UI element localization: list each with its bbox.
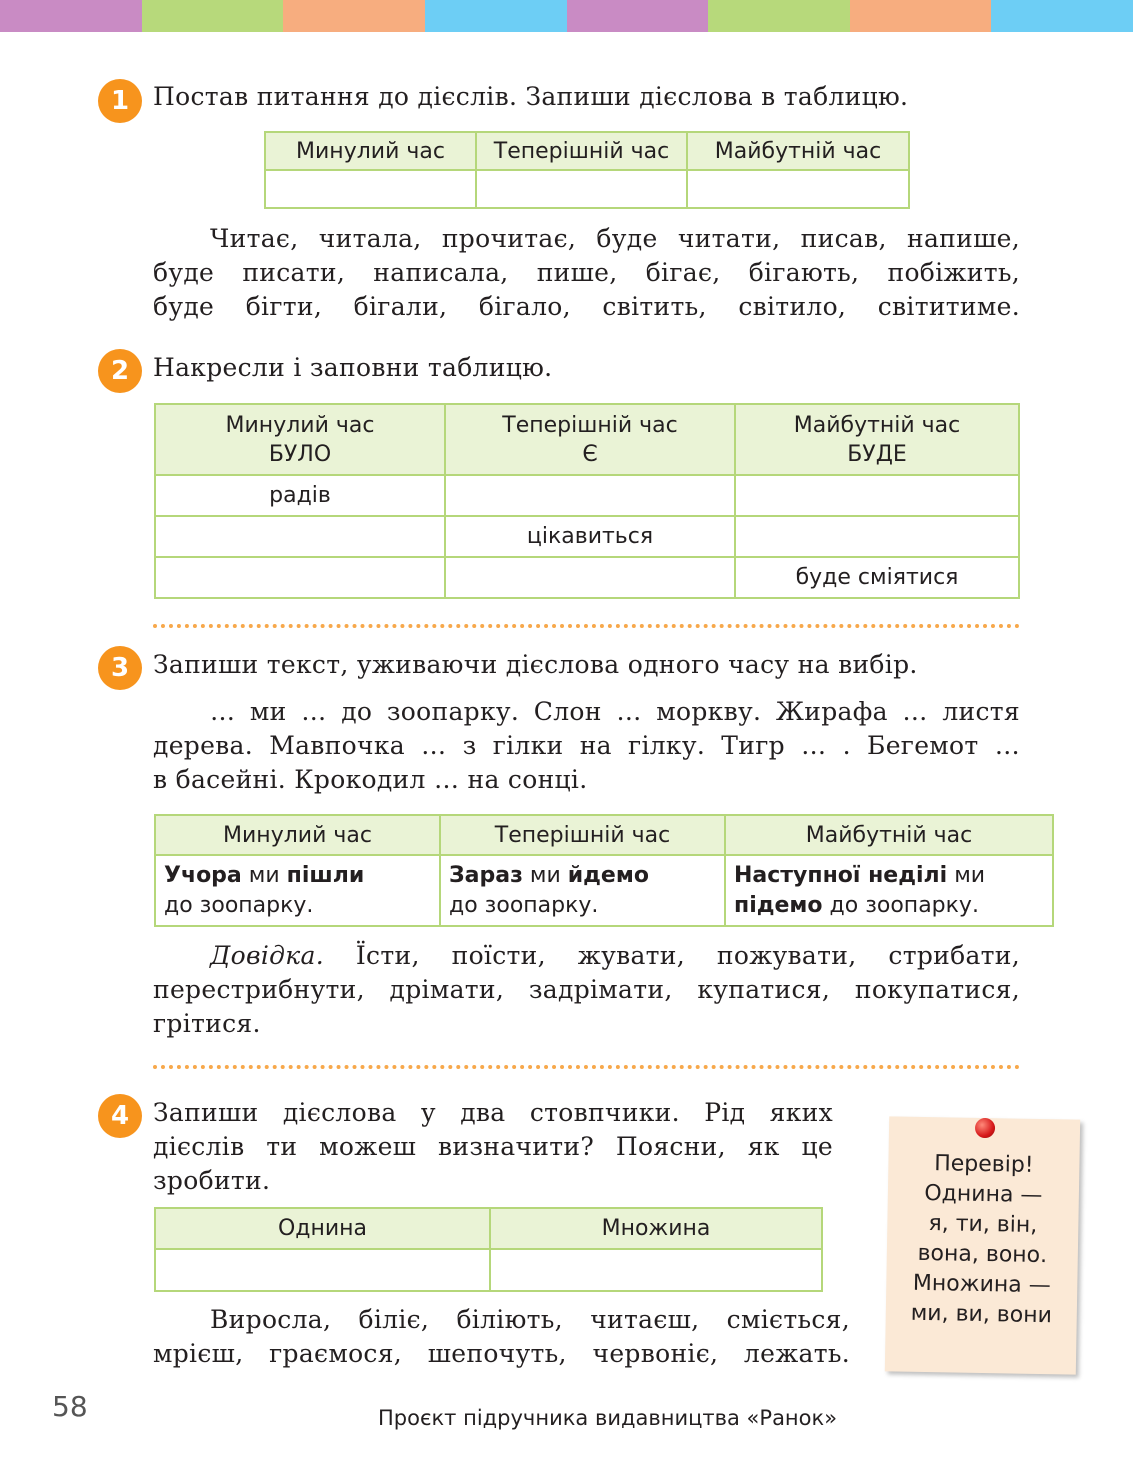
page-number: 58 <box>52 1390 88 1423</box>
note-line: ми, ви, вони <box>910 1300 1053 1329</box>
cell-text: ми <box>522 862 568 888</box>
task-2-table <box>154 403 1020 599</box>
bold-word: йдемо <box>567 862 649 888</box>
table-cell: буде сміятися <box>735 557 1019 598</box>
table-cell <box>687 170 909 208</box>
color-segment <box>567 0 709 32</box>
task-number-4: 4 <box>98 1094 142 1138</box>
table-cell <box>725 855 1053 926</box>
note-line: вона, воно. <box>917 1240 1048 1269</box>
text-line: мрієш, граємося, шепочуть, червоніє, лежать. <box>153 1339 850 1368</box>
color-segment <box>425 0 567 32</box>
text-line: буде бігти, бігали, бігало, світить, світило, світитиме. <box>153 292 1020 321</box>
header-line: Минулий час <box>225 412 375 438</box>
top-color-bar <box>0 0 1133 32</box>
table-cell <box>445 557 735 598</box>
footer-text: Проєкт підручника видавництва «Ранок» <box>378 1406 838 1430</box>
pushpin-icon <box>975 1118 995 1138</box>
table-header: Теперішній час <box>476 132 687 170</box>
color-segment <box>850 0 992 32</box>
table-cell <box>155 855 440 926</box>
header-line: БУДЕ <box>847 441 907 467</box>
cell-text: до зоопарку. <box>449 892 599 918</box>
header-line: Є <box>582 441 598 467</box>
bold-word: підемо <box>734 892 823 918</box>
task-3-text <box>153 695 1020 797</box>
table-cell: цікавиться <box>445 516 735 557</box>
task-1-words <box>153 222 1020 324</box>
sticky-note <box>885 1116 1080 1374</box>
text-line: Запиши дієслова у два стовпчики. Рід яких <box>153 1098 833 1127</box>
text-line: в басейні. Крокодил … на сонці. <box>153 765 588 794</box>
text-line: буде писати, написала, пише, бігає, бігають, побіжить, <box>153 258 1020 287</box>
table-header: Множина <box>490 1208 822 1249</box>
table-cell: радів <box>155 475 445 516</box>
bold-word: Учора <box>164 862 242 888</box>
text-line: грітися. <box>153 1009 261 1038</box>
header-line: Майбутній час <box>793 412 961 438</box>
table-header: Теперішній час <box>440 815 725 855</box>
table-header: Минулий час <box>155 815 440 855</box>
task-4-words <box>153 1303 850 1371</box>
cell-text: ми <box>947 862 986 888</box>
task-3-title: Запиши текст, уживаючи дієслова одного часу на вибір. <box>153 650 918 679</box>
bold-word: пішли <box>286 862 365 888</box>
text-line: дієслів ти можеш визначити? Поясни, як це <box>153 1132 833 1161</box>
text-line: зробити. <box>153 1166 271 1195</box>
table-header <box>735 404 1019 475</box>
text-line: перестрибнути, дрімати, задрімати, купатися, покупатися, <box>153 975 1020 1004</box>
table-cell <box>265 170 476 208</box>
text-line: Читає, читала, прочитає, буде читати, писав, напише, <box>210 224 1020 253</box>
note-line: Множина — <box>912 1270 1051 1299</box>
text-line: дерева. Мавпочка … з гілки на гілку. Тигр … . Бегемот … <box>153 731 1020 760</box>
color-segment <box>283 0 425 32</box>
table-header: Майбутній час <box>687 132 909 170</box>
table-cell <box>445 475 735 516</box>
table-cell <box>155 1249 490 1291</box>
header-line: Теперішній час <box>502 412 678 438</box>
task-number-2: 2 <box>98 349 142 393</box>
task-number-3: 3 <box>98 646 142 690</box>
task-3-table <box>154 814 1054 927</box>
table-header: Однина <box>155 1208 490 1249</box>
task-3-hint <box>153 939 1020 1041</box>
note-line: Однина — <box>924 1180 1043 1209</box>
color-segment <box>708 0 850 32</box>
hint-label: Довідка. <box>210 941 324 970</box>
table-header <box>445 404 735 475</box>
table-cell <box>476 170 687 208</box>
color-segment <box>991 0 1133 32</box>
note-line: я, ти, він, <box>928 1211 1038 1238</box>
task-1-table <box>264 131 910 209</box>
task-4-title <box>153 1096 833 1198</box>
text-line: … ми … до зоопарку. Слон … моркву. Жирафа … листя <box>210 697 1020 726</box>
table-cell <box>490 1249 822 1291</box>
bold-word: Зараз <box>449 862 523 888</box>
table-cell <box>440 855 725 926</box>
task-1-title: Постав питання до дієслів. Запиши дієслова в таблицю. <box>153 82 909 111</box>
text-line: Виросла, біліє, біліють, читаєш, сміється, <box>210 1305 850 1334</box>
text-line <box>153 939 1020 973</box>
color-segment <box>0 0 142 32</box>
note-text <box>886 1148 1080 1331</box>
task-4-table <box>154 1207 823 1292</box>
task-number-1: 1 <box>98 79 142 123</box>
table-cell <box>155 516 445 557</box>
header-line: БУЛО <box>268 441 332 467</box>
dotted-divider <box>153 1065 1020 1069</box>
table-header <box>155 404 445 475</box>
cell-text: до зоопарку. <box>822 892 979 918</box>
table-cell <box>735 475 1019 516</box>
table-cell <box>735 516 1019 557</box>
table-header: Минулий час <box>265 132 476 170</box>
cell-text: ми <box>241 862 287 888</box>
dotted-divider <box>153 624 1020 628</box>
table-header: Майбутній час <box>725 815 1053 855</box>
color-segment <box>142 0 284 32</box>
bold-word: Наступної неділі <box>734 862 948 888</box>
table-cell <box>155 557 445 598</box>
hint-text: Їсти, поїсти, жувати, пожувати, стрибати, <box>323 941 1020 970</box>
cell-text: до зоопарку. <box>164 892 314 918</box>
note-line: Перевір! <box>933 1151 1034 1178</box>
task-2-title: Накресли і заповни таблицю. <box>153 353 553 382</box>
